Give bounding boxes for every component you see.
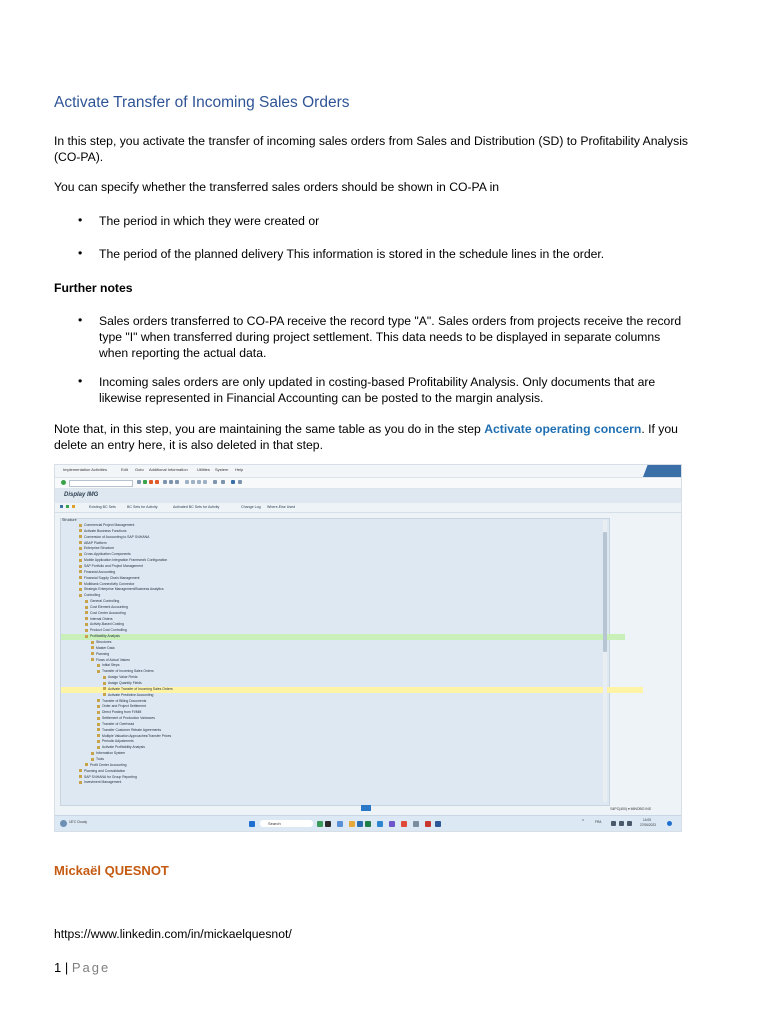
tree-node-label: Multibank Connectivity Connector bbox=[84, 581, 135, 586]
tree-node-label: Direct Posting from FI/MM bbox=[102, 710, 142, 715]
print-icon[interactable] bbox=[163, 480, 167, 484]
folder-icon bbox=[97, 746, 100, 749]
note-paragraph bbox=[54, 421, 694, 453]
tree-node-label: Investment Management bbox=[84, 780, 122, 785]
menu-item[interactable]: Additional Information bbox=[149, 467, 188, 472]
folder-icon bbox=[79, 524, 82, 527]
note-text: Note that, in this step, you are maintaining the same table as you do in the step bbox=[54, 422, 485, 436]
find-next-icon[interactable] bbox=[175, 480, 179, 484]
page-number: 1 bbox=[54, 960, 62, 975]
enter-icon[interactable] bbox=[61, 480, 66, 485]
taskbar-date[interactable]: 27/06/2023 bbox=[640, 823, 656, 827]
sap-logo bbox=[361, 805, 371, 811]
tree-node-label: Mobile Application Integration Framework Configuration bbox=[84, 558, 168, 563]
command-field[interactable] bbox=[69, 480, 133, 487]
note-line-1 bbox=[54, 421, 694, 437]
note-text: . If you bbox=[641, 422, 678, 436]
tree-node-label: Settlement of Production Variances bbox=[102, 716, 155, 721]
application-toolbar bbox=[55, 503, 681, 513]
tree-node-label: Financial Accounting bbox=[84, 569, 116, 574]
tree-node-label: Transfer of Overhead bbox=[102, 721, 135, 726]
structure-label: Structure bbox=[62, 518, 77, 522]
weather-text: 18°C Cloudy bbox=[69, 820, 87, 824]
toolbar-button[interactable]: Where-Else Used bbox=[267, 505, 296, 509]
bullet-marker: • bbox=[78, 246, 83, 260]
folder-icon bbox=[79, 781, 82, 784]
first-page-icon[interactable] bbox=[185, 480, 189, 484]
exit-icon[interactable] bbox=[149, 480, 153, 484]
folder-icon bbox=[85, 629, 88, 632]
folder-icon bbox=[79, 553, 82, 556]
tree-node-label: Order and Project Settlement bbox=[102, 704, 146, 709]
taskbar-time[interactable]: 14:05 bbox=[643, 818, 651, 822]
intro-line-1: In this step, you activate the transfer of incoming sales orders from Sales and Distribution (SD) to Profitability Analysis bbox=[54, 134, 689, 148]
tree-node[interactable] bbox=[61, 780, 619, 786]
folder-icon bbox=[97, 723, 100, 726]
menu-item[interactable]: Implementation Activities bbox=[63, 467, 108, 472]
folder-icon bbox=[97, 699, 100, 702]
folder-icon bbox=[79, 535, 82, 538]
folder-icon bbox=[79, 547, 82, 550]
tree-node-label: Transfer of Incoming Sales Orders bbox=[102, 669, 154, 674]
task-view-icon[interactable] bbox=[325, 821, 331, 827]
tree-node-label: Assign Value Fields bbox=[108, 675, 138, 680]
tree-node-label: Periodic Adjustments bbox=[102, 739, 134, 744]
chat-icon[interactable] bbox=[337, 821, 343, 827]
folder-icon bbox=[79, 576, 82, 579]
folder-icon bbox=[85, 635, 88, 638]
folder-icon bbox=[97, 740, 100, 743]
tree-node-label: Enterprise Structure bbox=[84, 546, 115, 551]
menu-item[interactable]: Utilities bbox=[197, 467, 210, 472]
folder-icon bbox=[85, 611, 88, 614]
previous-page-icon[interactable] bbox=[191, 480, 195, 484]
window-title: Display IMG bbox=[64, 492, 99, 498]
help-icon[interactable] bbox=[231, 480, 235, 484]
folder-icon bbox=[79, 570, 82, 573]
further-notes-heading: Further notes bbox=[54, 281, 133, 295]
last-page-icon[interactable] bbox=[203, 480, 207, 484]
tree-node-label: Activate Predictive Accounting bbox=[108, 692, 154, 697]
file-explorer-icon[interactable] bbox=[349, 821, 355, 827]
folder-icon bbox=[85, 763, 88, 766]
bullet-line: when reporting the actual data. bbox=[99, 346, 267, 360]
folder-icon bbox=[79, 541, 82, 544]
bullet-text bbox=[99, 374, 689, 406]
toolbar-button[interactable]: Activated BC Sets for Activity bbox=[173, 505, 220, 509]
tree-node-label: Multiple Valuation Approaches/Transfer Prices bbox=[102, 733, 172, 738]
folder-icon bbox=[103, 676, 106, 679]
documentation-icon[interactable] bbox=[72, 505, 75, 508]
tree-node-label: Master Data bbox=[96, 645, 115, 650]
next-page-icon[interactable] bbox=[197, 480, 201, 484]
shortcut-icon[interactable] bbox=[221, 480, 225, 484]
volume-icon[interactable] bbox=[619, 821, 624, 826]
menu-item[interactable]: System bbox=[215, 467, 229, 472]
tree-node-label: Profitability Analysis bbox=[90, 634, 120, 639]
toolbar-button[interactable]: Change Log bbox=[241, 505, 261, 509]
weather-icon[interactable] bbox=[60, 820, 67, 827]
bullet-text bbox=[99, 313, 689, 361]
tree-node-label: Information System bbox=[96, 751, 126, 756]
folder-icon bbox=[79, 588, 82, 591]
tree-node-label: Commercial Project Management bbox=[84, 523, 135, 527]
folder-icon bbox=[91, 658, 94, 661]
menu-item[interactable]: Help bbox=[235, 467, 244, 472]
folder-icon bbox=[91, 652, 94, 655]
layout-icon[interactable] bbox=[238, 480, 242, 484]
tree-node-label: Flows of Actual Values bbox=[96, 657, 130, 662]
tree-node-label: Transfer Customer Rebate Agreements bbox=[102, 727, 162, 732]
tree-node-label: Structures bbox=[96, 640, 112, 644]
taskbar-search[interactable]: Search bbox=[260, 820, 313, 827]
bullet-text: The period in which they were created or bbox=[99, 214, 320, 228]
folder-icon bbox=[103, 682, 106, 685]
sap-brand-bar bbox=[643, 465, 681, 477]
folder-icon bbox=[97, 711, 100, 714]
author-name: Mickaël QUESNOT bbox=[54, 863, 169, 878]
powerpoint-icon[interactable] bbox=[425, 821, 431, 827]
tree-node-label: Controlling bbox=[84, 593, 101, 598]
toolbar-button[interactable]: Existing BC Sets bbox=[89, 505, 116, 509]
tree-node-label: ABAP Platform bbox=[84, 540, 107, 545]
folder-icon bbox=[79, 594, 82, 597]
scrollbar-thumb[interactable] bbox=[603, 532, 607, 652]
doc-title: Activate Transfer of Incoming Sales Orders bbox=[54, 94, 350, 111]
folder-icon bbox=[97, 717, 100, 720]
bullet-line: Incoming sales orders are only updated in costing-based Profitability Analysis. Only documents that are bbox=[99, 375, 656, 389]
page-separator: | bbox=[64, 960, 69, 975]
edge-icon[interactable] bbox=[357, 821, 363, 827]
folder-icon bbox=[97, 664, 100, 667]
folder-icon bbox=[79, 559, 82, 562]
folder-icon bbox=[79, 529, 82, 532]
tree-node-label: Internal Orders bbox=[90, 616, 113, 621]
sap-menu-bar bbox=[55, 465, 681, 478]
language-indicator[interactable]: FRA bbox=[595, 820, 602, 824]
tree-node-label: Cost Center Accounting bbox=[90, 610, 126, 615]
tree-node-label: Activate Profitability Analysis bbox=[102, 745, 145, 750]
tree-node-label: SAP S/4HANA for Group Reporting bbox=[84, 774, 137, 779]
tree-node-label: Assign Quantity Fields bbox=[108, 680, 142, 685]
battery-icon[interactable] bbox=[627, 821, 632, 826]
tree-node-label: Tools bbox=[96, 757, 104, 761]
folder-icon bbox=[85, 600, 88, 603]
folder-icon bbox=[97, 705, 100, 708]
settings-icon[interactable] bbox=[413, 821, 419, 827]
bullet-text: The period of the planned delivery This information is stored in the schedule lines in the order. bbox=[99, 247, 605, 261]
bullet-marker: • bbox=[78, 374, 83, 388]
menu-item[interactable]: Edit bbox=[121, 467, 128, 472]
folder-icon bbox=[91, 752, 94, 755]
folder-icon bbox=[85, 606, 88, 609]
folder-icon bbox=[103, 693, 106, 696]
tree-node-label: Strategic Enterprise Management/Business Analytics bbox=[84, 587, 164, 592]
bullet-line: likewise represented in Financial Accounting can be posted to the margin analysis. bbox=[99, 391, 544, 405]
tree-node-label: Profit Center Accounting bbox=[90, 762, 127, 767]
release-notes-icon[interactable] bbox=[66, 505, 69, 508]
sap-screenshot bbox=[54, 464, 682, 832]
folder-icon bbox=[85, 617, 88, 620]
widgets-icon[interactable] bbox=[317, 821, 323, 827]
tree-node-label: Product Cost Controlling bbox=[90, 628, 127, 633]
page-footer bbox=[54, 960, 110, 975]
new-session-icon[interactable] bbox=[213, 480, 217, 484]
word-icon[interactable] bbox=[435, 821, 441, 827]
folder-icon bbox=[97, 734, 100, 737]
folder-icon bbox=[97, 670, 100, 673]
bullet-marker: • bbox=[78, 213, 83, 227]
excel-icon[interactable] bbox=[365, 821, 371, 827]
network-icon[interactable] bbox=[611, 821, 616, 826]
tree-node-label: General Controlling bbox=[90, 599, 120, 604]
tree-node-label: SAP Portfolio and Project Management bbox=[84, 563, 143, 568]
tree-node-label: Planning bbox=[96, 651, 110, 656]
vertical-scrollbar[interactable] bbox=[603, 520, 607, 802]
back-icon[interactable] bbox=[143, 480, 147, 484]
folder-icon bbox=[97, 728, 100, 731]
intro-paragraph-2: You can specify whether the transferred sales orders should be shown in CO-PA in bbox=[54, 180, 500, 194]
note-line-2: delete an entry here, it is also deleted in that step. bbox=[54, 438, 323, 452]
tree-node-label: Cross-Application Components bbox=[84, 552, 131, 557]
notification-icon[interactable] bbox=[667, 821, 672, 826]
windows-taskbar bbox=[55, 815, 681, 832]
teams-icon[interactable] bbox=[389, 821, 395, 827]
app-icon[interactable] bbox=[401, 821, 407, 827]
bullet-line: Sales orders transferred to CO-PA receive the record type "A". Sales orders from projects receive the record bbox=[99, 314, 682, 328]
tree-node-label: Activity-Based Costing bbox=[90, 622, 124, 627]
save-icon[interactable] bbox=[137, 480, 141, 484]
folder-icon bbox=[103, 687, 106, 690]
bullet-line: type "I" when transferred during project settlement. This data needs to be displayed in separate columns bbox=[99, 330, 661, 344]
menu-item[interactable]: Goto bbox=[135, 467, 144, 472]
tree-node-label: Transfer of Billing Documents bbox=[102, 698, 147, 703]
system-status: S4PC(400) ▾ MINOBO INS bbox=[610, 807, 651, 811]
tree-node-label: Activate Business Functions bbox=[84, 528, 127, 533]
intro-line-2: (CO-PA). bbox=[54, 150, 104, 164]
linkedin-url[interactable]: https://www.linkedin.com/in/mickaelquesnot/ bbox=[54, 927, 292, 941]
tree-node-label: Financial Supply Chain Management bbox=[84, 575, 140, 580]
folder-icon bbox=[79, 565, 82, 568]
outlook-icon[interactable] bbox=[377, 821, 383, 827]
cancel-icon[interactable] bbox=[155, 480, 159, 484]
window-title-bar bbox=[55, 489, 681, 503]
folder-icon bbox=[79, 769, 82, 772]
tree-node-label: Planning and Consolidation bbox=[84, 768, 126, 773]
activate-operating-concern-link[interactable]: Activate operating concern bbox=[484, 422, 642, 436]
expand-icon[interactable] bbox=[60, 505, 63, 508]
tree-node-label: Activate Transfer of Incoming Sales Orders bbox=[108, 686, 173, 691]
folder-icon bbox=[79, 775, 82, 778]
bullet-marker: • bbox=[78, 313, 83, 327]
folder-icon bbox=[91, 758, 94, 761]
tray-chevron-icon[interactable]: ⌃ bbox=[581, 819, 586, 825]
tree-node-label: Cost Element Accounting bbox=[90, 604, 128, 609]
page-label: Page bbox=[71, 960, 111, 975]
folder-icon bbox=[79, 582, 82, 585]
start-icon[interactable] bbox=[249, 821, 255, 827]
toolbar-button[interactable]: BC Sets for Activity bbox=[127, 505, 158, 509]
find-icon[interactable] bbox=[169, 480, 173, 484]
tree-node-label: Conversion of Accounting to SAP S/4HANA bbox=[84, 534, 150, 539]
folder-icon bbox=[91, 646, 94, 649]
folder-icon bbox=[85, 623, 88, 626]
intro-paragraph bbox=[54, 133, 694, 165]
tree-node-label: Initial Steps bbox=[102, 663, 120, 668]
folder-icon bbox=[91, 641, 94, 644]
